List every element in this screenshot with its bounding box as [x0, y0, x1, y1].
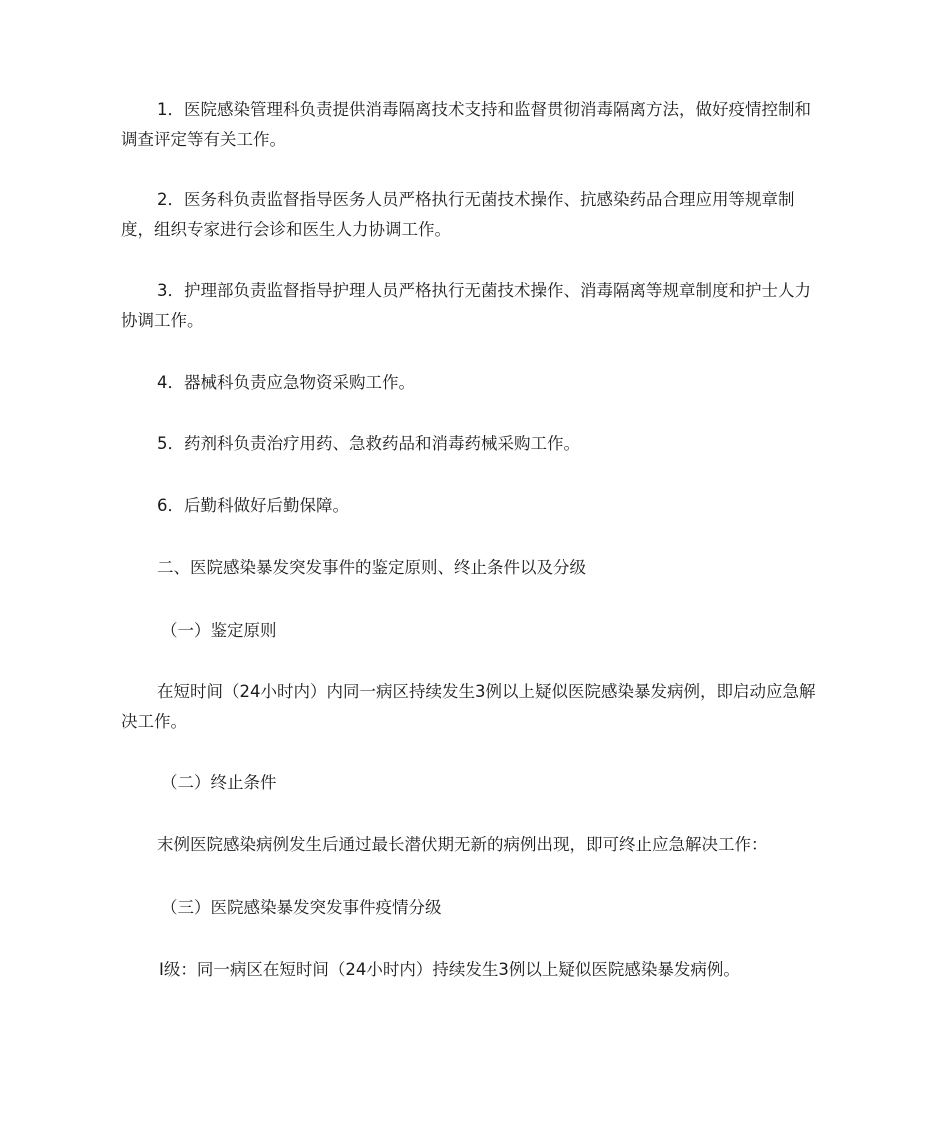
paragraph-duty-medical-affairs: 2．医务科负责监督指导医务人员严格执行无菌技术操作、抗感染药品合理应用等规章制度，组织专家进行会诊和医生人力协调工作。: [121, 190, 795, 239]
paragraph-duty-nursing: 3．护理部负责监督指导护理人员严格执行无菌技术操作、消毒隔离等规章制度和护士人力协调工作。: [121, 281, 811, 330]
paragraph-duty-infection-control: 1．医院感染管理科负责提供消毒隔离技术支持和监督贯彻消毒隔离方法，做好疫情控制和调查评定等有关工作。: [121, 100, 811, 149]
paragraph-duty-pharmacy: 5．药剂科负责治疗用药、急救药品和消毒药械采购工作。: [157, 434, 580, 453]
paragraph-grade-one: Ⅰ级：同一病区在短时间（24小时内）持续发生3例以上疑似医院感染暴发病例。: [159, 960, 740, 979]
subheading-termination: （二）终止条件: [161, 773, 277, 792]
paragraph-duty-logistics: 6．后勤科做好后勤保障。: [157, 496, 349, 515]
subheading-identification: （一）鉴定原则: [161, 621, 277, 640]
paragraph-identification-rule: 在短时间（24小时内）内同一病区持续发生3例以上疑似医院感染暴发病例，即启动应急解决工作。: [121, 682, 816, 731]
subheading-grading: （三）医院感染暴发突发事件疫情分级: [161, 898, 442, 917]
section-heading-principles: 二、医院感染暴发突发事件的鉴定原则、终止条件以及分级: [157, 558, 586, 577]
paragraph-termination-rule: 末例医院感染病例发生后通过最长潜伏期无新的病例出现，即可终止应急解决工作：: [157, 835, 768, 854]
paragraph-duty-equipment: 4．器械科负责应急物资采购工作。: [157, 373, 415, 392]
